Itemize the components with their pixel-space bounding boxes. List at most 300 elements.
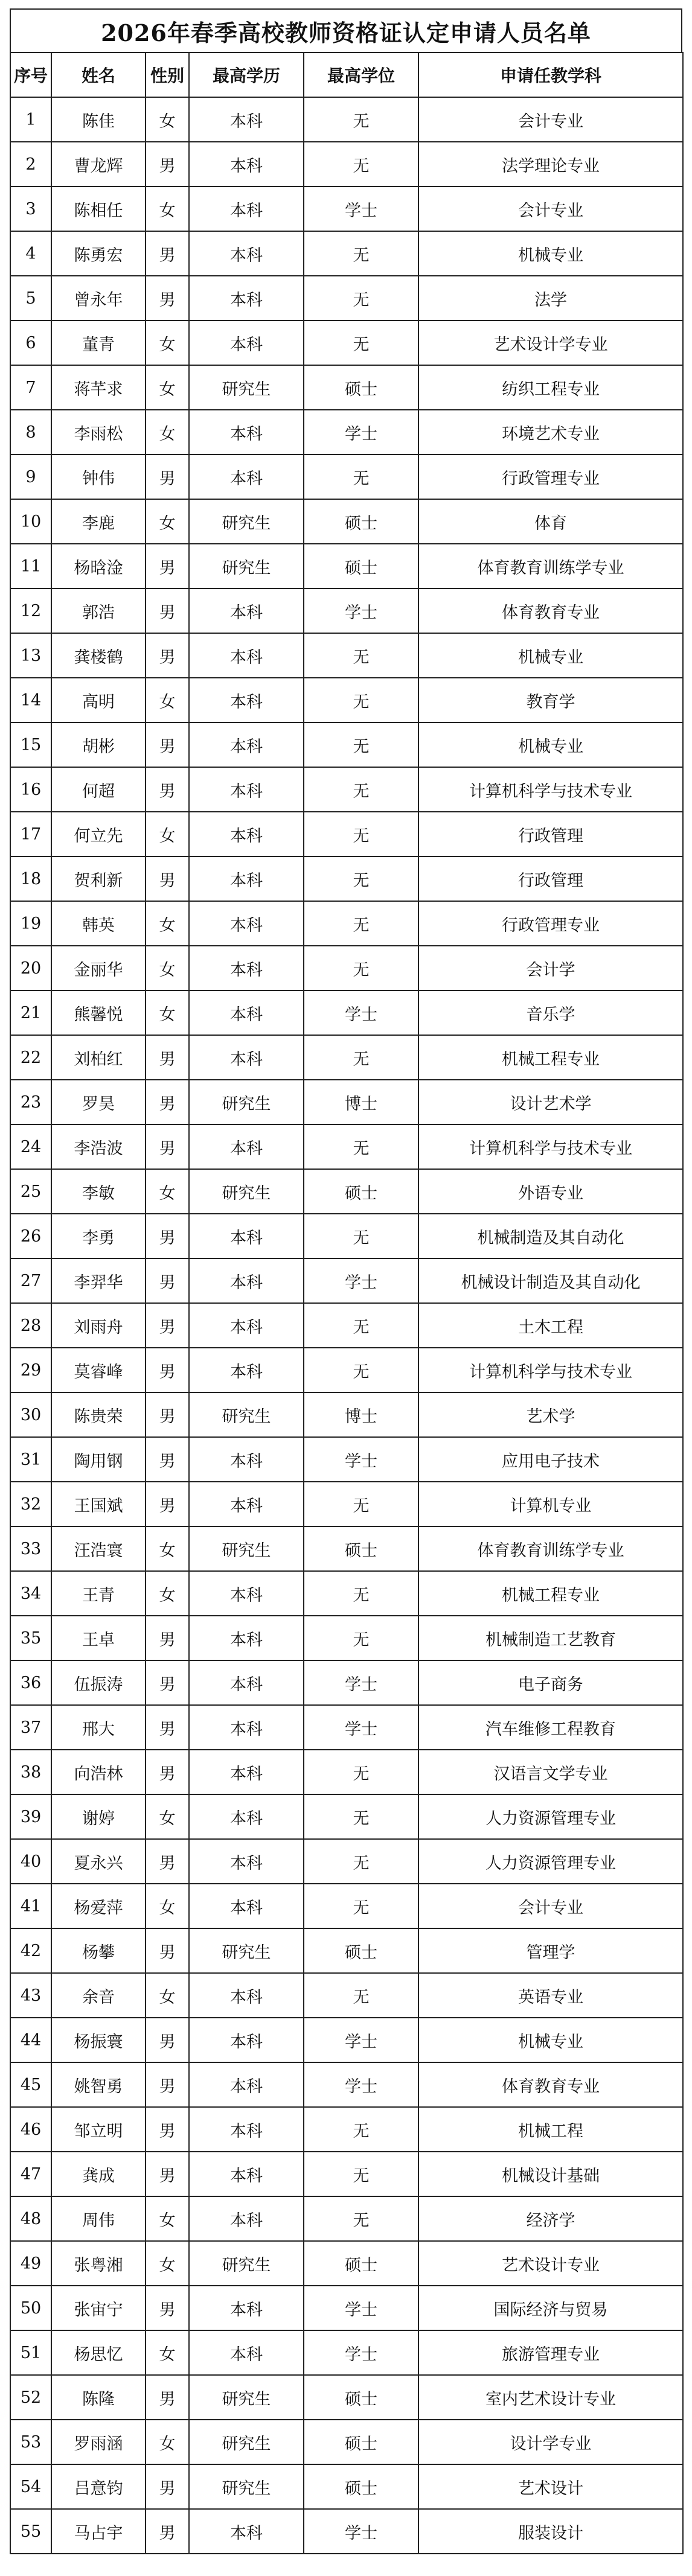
- cell-education: 本科: [189, 812, 304, 856]
- cell-name: 蒋芊求: [51, 365, 146, 410]
- cell-degree: 无: [304, 1214, 418, 1258]
- cell-name: 王卓: [51, 1616, 146, 1660]
- cell-degree: 无: [304, 454, 418, 499]
- cell-subject: 机械制造工艺教育: [418, 1616, 683, 1660]
- table-row: [10, 2286, 683, 2330]
- cell-degree: 学士: [304, 1437, 418, 1482]
- cell-subject: 法学理论专业: [418, 142, 683, 187]
- cell-gender: 男: [146, 2062, 189, 2107]
- cell-education: 研究生: [189, 544, 304, 588]
- cell-number: 44: [10, 2018, 51, 2062]
- cell-gender: 男: [146, 2152, 189, 2196]
- cell-name: 何超: [51, 767, 146, 812]
- cell-gender: 女: [146, 1973, 189, 2018]
- cell-gender: 女: [146, 187, 189, 231]
- cell-gender: 女: [146, 901, 189, 946]
- cell-number: 46: [10, 2107, 51, 2152]
- cell-name: 邹立明: [51, 2107, 146, 2152]
- cell-subject: 艺术设计: [418, 2464, 683, 2509]
- cell-degree: 无: [304, 2107, 418, 2152]
- cell-gender: 男: [146, 1035, 189, 1080]
- cell-education: 本科: [189, 1750, 304, 1794]
- cell-education: 本科: [189, 1482, 304, 1526]
- cell-education: 研究生: [189, 1392, 304, 1437]
- table-row: [10, 1392, 683, 1437]
- table-row: [10, 1348, 683, 1392]
- cell-subject: 旅游管理专业: [418, 2330, 683, 2375]
- cell-name: 余音: [51, 1973, 146, 2018]
- cell-name: 杨攀: [51, 1928, 146, 1973]
- cell-number: 11: [10, 544, 51, 588]
- cell-number: 17: [10, 812, 51, 856]
- cell-education: 本科: [189, 1124, 304, 1169]
- table-row: [10, 1303, 683, 1348]
- table-row: [10, 633, 683, 678]
- cell-gender: 男: [146, 1258, 189, 1303]
- cell-gender: 女: [146, 2420, 189, 2464]
- cell-degree: 无: [304, 946, 418, 990]
- cell-subject: 行政管理: [418, 856, 683, 901]
- cell-degree: 硕士: [304, 2464, 418, 2509]
- cell-subject: 机械工程专业: [418, 1035, 683, 1080]
- cell-gender: 男: [146, 454, 189, 499]
- cell-degree: 硕士: [304, 499, 418, 544]
- cell-number: 3: [10, 187, 51, 231]
- cell-gender: 女: [146, 946, 189, 990]
- cell-education: 本科: [189, 2286, 304, 2330]
- cell-gender: 男: [146, 2018, 189, 2062]
- cell-number: 18: [10, 856, 51, 901]
- cell-gender: 男: [146, 633, 189, 678]
- cell-gender: 男: [146, 2375, 189, 2420]
- cell-education: 本科: [189, 97, 304, 142]
- cell-number: 49: [10, 2241, 51, 2286]
- cell-education: 本科: [189, 187, 304, 231]
- table-row: [10, 2464, 683, 2509]
- cell-subject: 教育学: [418, 678, 683, 722]
- cell-degree: 学士: [304, 1258, 418, 1303]
- cell-degree: 无: [304, 97, 418, 142]
- cell-number: 38: [10, 1750, 51, 1794]
- cell-number: 20: [10, 946, 51, 990]
- cell-degree: 学士: [304, 410, 418, 454]
- cell-name: 李勇: [51, 1214, 146, 1258]
- cell-subject: 机械专业: [418, 231, 683, 276]
- cell-name: 董青: [51, 320, 146, 365]
- cell-name: 贺利新: [51, 856, 146, 901]
- cell-name: 韩英: [51, 901, 146, 946]
- cell-gender: 女: [146, 1571, 189, 1616]
- cell-education: 本科: [189, 2152, 304, 2196]
- cell-education: 本科: [189, 1660, 304, 1705]
- cell-name: 李鹿: [51, 499, 146, 544]
- cell-gender: 男: [146, 231, 189, 276]
- cell-subject: 会计专业: [418, 1884, 683, 1928]
- cell-education: 本科: [189, 1214, 304, 1258]
- cell-gender: 男: [146, 767, 189, 812]
- cell-number: 25: [10, 1169, 51, 1214]
- cell-degree: 硕士: [304, 365, 418, 410]
- cell-education: 本科: [189, 2196, 304, 2241]
- cell-name: 王国斌: [51, 1482, 146, 1526]
- cell-number: 43: [10, 1973, 51, 2018]
- cell-name: 金丽华: [51, 946, 146, 990]
- cell-gender: 男: [146, 1437, 189, 1482]
- cell-education: 本科: [189, 856, 304, 901]
- header-degree: 最高学位: [304, 53, 418, 97]
- cell-subject: 行政管理专业: [418, 454, 683, 499]
- cell-name: 李敏: [51, 1169, 146, 1214]
- cell-name: 伍振涛: [51, 1660, 146, 1705]
- cell-education: 本科: [189, 320, 304, 365]
- cell-education: 研究生: [189, 2420, 304, 2464]
- cell-number: 27: [10, 1258, 51, 1303]
- cell-subject: 体育教育训练学专业: [418, 1526, 683, 1571]
- cell-name: 姚智勇: [51, 2062, 146, 2107]
- cell-subject: 艺术设计学专业: [418, 320, 683, 365]
- table-header-row: [10, 53, 683, 97]
- cell-degree: 无: [304, 812, 418, 856]
- cell-degree: 无: [304, 856, 418, 901]
- cell-education: 本科: [189, 678, 304, 722]
- cell-gender: 男: [146, 2509, 189, 2554]
- cell-subject: 设计学专业: [418, 2420, 683, 2464]
- cell-subject: 机械专业: [418, 633, 683, 678]
- table-row: [10, 1214, 683, 1258]
- cell-name: 杨晗淦: [51, 544, 146, 588]
- table-row: [10, 1482, 683, 1526]
- cell-education: 本科: [189, 1348, 304, 1392]
- cell-education: 本科: [189, 2509, 304, 2554]
- cell-number: 41: [10, 1884, 51, 1928]
- cell-education: 研究生: [189, 365, 304, 410]
- cell-number: 33: [10, 1526, 51, 1571]
- cell-name: 吕意钧: [51, 2464, 146, 2509]
- cell-gender: 男: [146, 2107, 189, 2152]
- cell-number: 32: [10, 1482, 51, 1526]
- cell-education: 研究生: [189, 1080, 304, 1124]
- cell-number: 19: [10, 901, 51, 946]
- cell-number: 10: [10, 499, 51, 544]
- cell-education: 本科: [189, 722, 304, 767]
- table-row: [10, 276, 683, 320]
- cell-name: 罗昊: [51, 1080, 146, 1124]
- header-gender: 性别: [146, 53, 189, 97]
- cell-education: 研究生: [189, 1928, 304, 1973]
- cell-subject: 机械设计基础: [418, 2152, 683, 2196]
- cell-degree: 硕士: [304, 1169, 418, 1214]
- table-row: [10, 1660, 683, 1705]
- cell-subject: 体育教育专业: [418, 2062, 683, 2107]
- table-row: [10, 1258, 683, 1303]
- cell-name: 李雨松: [51, 410, 146, 454]
- cell-degree: 学士: [304, 2018, 418, 2062]
- cell-number: 26: [10, 1214, 51, 1258]
- cell-gender: 男: [146, 2464, 189, 2509]
- cell-number: 15: [10, 722, 51, 767]
- cell-number: 40: [10, 1839, 51, 1884]
- cell-subject: 应用电子技术: [418, 1437, 683, 1482]
- cell-number: 47: [10, 2152, 51, 2196]
- table-row: [10, 1035, 683, 1080]
- cell-subject: 行政管理专业: [418, 901, 683, 946]
- cell-education: 本科: [189, 1258, 304, 1303]
- cell-name: 谢婷: [51, 1794, 146, 1839]
- table-row: [10, 1169, 683, 1214]
- cell-name: 郭浩: [51, 588, 146, 633]
- cell-gender: 女: [146, 320, 189, 365]
- cell-number: 29: [10, 1348, 51, 1392]
- cell-education: 研究生: [189, 1526, 304, 1571]
- table-row: [10, 2107, 683, 2152]
- cell-subject: 外语专业: [418, 1169, 683, 1214]
- table-row: [10, 1705, 683, 1750]
- cell-education: 本科: [189, 990, 304, 1035]
- cell-gender: 男: [146, 1348, 189, 1392]
- cell-degree: 学士: [304, 588, 418, 633]
- cell-degree: 无: [304, 1794, 418, 1839]
- cell-subject: 艺术设计专业: [418, 2241, 683, 2286]
- cell-gender: 女: [146, 410, 189, 454]
- cell-gender: 女: [146, 2330, 189, 2375]
- cell-number: 30: [10, 1392, 51, 1437]
- table-row: [10, 2509, 683, 2554]
- cell-number: 12: [10, 588, 51, 633]
- table-row: [10, 499, 683, 544]
- cell-gender: 女: [146, 812, 189, 856]
- cell-degree: 学士: [304, 990, 418, 1035]
- cell-subject: 会计专业: [418, 97, 683, 142]
- table-row: [10, 1526, 683, 1571]
- cell-gender: 男: [146, 1705, 189, 1750]
- cell-subject: 体育教育专业: [418, 588, 683, 633]
- cell-education: 本科: [189, 231, 304, 276]
- cell-name: 陈隆: [51, 2375, 146, 2420]
- table-row: [10, 588, 683, 633]
- cell-name: 曾永年: [51, 276, 146, 320]
- cell-degree: 无: [304, 1303, 418, 1348]
- table-row: [10, 320, 683, 365]
- cell-subject: 环境艺术专业: [418, 410, 683, 454]
- cell-gender: 女: [146, 2241, 189, 2286]
- table-row: [10, 1124, 683, 1169]
- cell-education: 本科: [189, 1884, 304, 1928]
- cell-name: 龚成: [51, 2152, 146, 2196]
- cell-education: 本科: [189, 1705, 304, 1750]
- cell-number: 42: [10, 1928, 51, 1973]
- cell-degree: 硕士: [304, 2375, 418, 2420]
- cell-degree: 硕士: [304, 1526, 418, 1571]
- table-row: [10, 1794, 683, 1839]
- table-row: [10, 454, 683, 499]
- table-row: [10, 946, 683, 990]
- cell-degree: 无: [304, 1482, 418, 1526]
- cell-degree: 无: [304, 1348, 418, 1392]
- cell-number: 1: [10, 97, 51, 142]
- cell-degree: 无: [304, 722, 418, 767]
- cell-number: 28: [10, 1303, 51, 1348]
- cell-subject: 管理学: [418, 1928, 683, 1973]
- cell-gender: 男: [146, 1616, 189, 1660]
- cell-name: 刘柏红: [51, 1035, 146, 1080]
- header-name: 姓名: [51, 53, 146, 97]
- cell-gender: 男: [146, 722, 189, 767]
- cell-name: 李羿华: [51, 1258, 146, 1303]
- cell-number: 48: [10, 2196, 51, 2241]
- table-row: [10, 187, 683, 231]
- table-row: [10, 722, 683, 767]
- cell-degree: 无: [304, 767, 418, 812]
- cell-number: 2: [10, 142, 51, 187]
- cell-degree: 无: [304, 633, 418, 678]
- cell-subject: 机械工程专业: [418, 1571, 683, 1616]
- table-row: [10, 410, 683, 454]
- cell-subject: 设计艺术学: [418, 1080, 683, 1124]
- cell-degree: 无: [304, 1839, 418, 1884]
- cell-name: 胡彬: [51, 722, 146, 767]
- cell-gender: 男: [146, 1750, 189, 1794]
- cell-number: 35: [10, 1616, 51, 1660]
- cell-education: 本科: [189, 454, 304, 499]
- cell-education: 本科: [189, 1973, 304, 2018]
- cell-gender: 女: [146, 2196, 189, 2241]
- cell-name: 陶用钢: [51, 1437, 146, 1482]
- cell-subject: 计算机科学与技术专业: [418, 1348, 683, 1392]
- cell-number: 13: [10, 633, 51, 678]
- cell-gender: 男: [146, 1392, 189, 1437]
- cell-degree: 无: [304, 1571, 418, 1616]
- cell-name: 莫睿峰: [51, 1348, 146, 1392]
- cell-subject: 经济学: [418, 2196, 683, 2241]
- cell-number: 16: [10, 767, 51, 812]
- cell-subject: 人力资源管理专业: [418, 1839, 683, 1884]
- cell-education: 本科: [189, 2018, 304, 2062]
- cell-number: 9: [10, 454, 51, 499]
- cell-name: 熊馨悦: [51, 990, 146, 1035]
- table-row: [10, 2420, 683, 2464]
- cell-name: 王青: [51, 1571, 146, 1616]
- table-row: [10, 2330, 683, 2375]
- table-body: [10, 97, 683, 2554]
- cell-subject: 艺术学: [418, 1392, 683, 1437]
- cell-name: 陈相任: [51, 187, 146, 231]
- table-row: [10, 1616, 683, 1660]
- cell-subject: 汽车维修工程教育: [418, 1705, 683, 1750]
- cell-degree: 无: [304, 901, 418, 946]
- cell-subject: 服装设计: [418, 2509, 683, 2554]
- table-row: [10, 2152, 683, 2196]
- cell-number: 52: [10, 2375, 51, 2420]
- cell-degree: 无: [304, 2196, 418, 2241]
- cell-number: 24: [10, 1124, 51, 1169]
- cell-degree: 无: [304, 1124, 418, 1169]
- table-row: [10, 544, 683, 588]
- cell-subject: 行政管理: [418, 812, 683, 856]
- cell-gender: 男: [146, 1928, 189, 1973]
- header-subject: 申请任教学科: [418, 53, 683, 97]
- cell-subject: 英语专业: [418, 1973, 683, 2018]
- cell-education: 本科: [189, 767, 304, 812]
- cell-name: 钟伟: [51, 454, 146, 499]
- cell-degree: 无: [304, 2152, 418, 2196]
- cell-number: 31: [10, 1437, 51, 1482]
- cell-subject: 会计学: [418, 946, 683, 990]
- cell-education: 本科: [189, 1035, 304, 1080]
- cell-number: 54: [10, 2464, 51, 2509]
- cell-education: 本科: [189, 901, 304, 946]
- cell-degree: 无: [304, 142, 418, 187]
- cell-name: 杨思忆: [51, 2330, 146, 2375]
- cell-education: 本科: [189, 633, 304, 678]
- cell-name: 龚楼鹤: [51, 633, 146, 678]
- table-row: [10, 365, 683, 410]
- cell-subject: 机械制造及其自动化: [418, 1214, 683, 1258]
- cell-gender: 女: [146, 990, 189, 1035]
- cell-gender: 男: [146, 1214, 189, 1258]
- cell-gender: 男: [146, 856, 189, 901]
- cell-degree: 硕士: [304, 2420, 418, 2464]
- cell-number: 34: [10, 1571, 51, 1616]
- cell-subject: 音乐学: [418, 990, 683, 1035]
- cell-subject: 土木工程: [418, 1303, 683, 1348]
- table-row: [10, 1884, 683, 1928]
- cell-number: 8: [10, 410, 51, 454]
- table-row: [10, 97, 683, 142]
- cell-degree: 无: [304, 320, 418, 365]
- cell-number: 23: [10, 1080, 51, 1124]
- cell-name: 杨爱萍: [51, 1884, 146, 1928]
- cell-name: 陈佳: [51, 97, 146, 142]
- cell-degree: 博士: [304, 1080, 418, 1124]
- cell-degree: 博士: [304, 1392, 418, 1437]
- cell-degree: 学士: [304, 2509, 418, 2554]
- table-row: [10, 1928, 683, 1973]
- table-row: [10, 2062, 683, 2107]
- cell-number: 37: [10, 1705, 51, 1750]
- table-row: [10, 990, 683, 1035]
- table-row: [10, 142, 683, 187]
- cell-name: 周伟: [51, 2196, 146, 2241]
- cell-name: 张粤湘: [51, 2241, 146, 2286]
- applicant-table: [10, 52, 684, 2554]
- cell-education: 本科: [189, 1303, 304, 1348]
- cell-subject: 计算机科学与技术专业: [418, 1124, 683, 1169]
- cell-gender: 男: [146, 588, 189, 633]
- cell-subject: 体育: [418, 499, 683, 544]
- table-row: [10, 231, 683, 276]
- cell-number: 51: [10, 2330, 51, 2375]
- cell-education: 本科: [189, 946, 304, 990]
- cell-name: 罗雨涵: [51, 2420, 146, 2464]
- table-row: [10, 2375, 683, 2420]
- cell-name: 张宙宁: [51, 2286, 146, 2330]
- cell-number: 4: [10, 231, 51, 276]
- cell-degree: 硕士: [304, 1928, 418, 1973]
- cell-gender: 男: [146, 142, 189, 187]
- cell-subject: 机械专业: [418, 2018, 683, 2062]
- table-row: [10, 856, 683, 901]
- cell-education: 本科: [189, 1571, 304, 1616]
- cell-degree: 无: [304, 1973, 418, 2018]
- cell-name: 杨振寰: [51, 2018, 146, 2062]
- cell-name: 刘雨舟: [51, 1303, 146, 1348]
- cell-education: 本科: [189, 1839, 304, 1884]
- cell-name: 高明: [51, 678, 146, 722]
- cell-education: 本科: [189, 1437, 304, 1482]
- cell-education: 本科: [189, 410, 304, 454]
- cell-number: 6: [10, 320, 51, 365]
- cell-education: 研究生: [189, 2375, 304, 2420]
